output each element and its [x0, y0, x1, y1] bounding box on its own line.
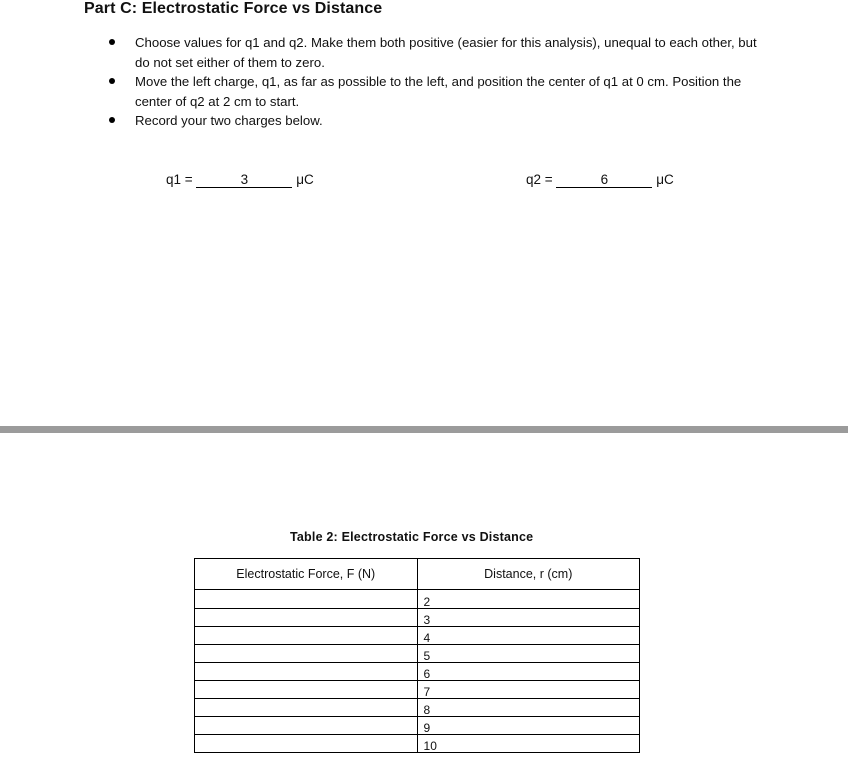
distance-cell: 4	[417, 627, 639, 645]
force-cell[interactable]	[195, 645, 418, 663]
force-column-header: Electrostatic Force, F (N)	[195, 559, 418, 590]
distance-column-header: Distance, r (cm)	[417, 559, 639, 590]
distance-cell: 7	[417, 681, 639, 699]
distance-cell: 9	[417, 717, 639, 735]
q1-entry	[166, 172, 314, 188]
page-heading: Part C: Electrostatic Force vs Distance	[84, 0, 383, 17]
instruction-item	[108, 33, 768, 72]
table-row	[195, 699, 640, 717]
instruction-item	[108, 111, 768, 131]
force-cell[interactable]	[195, 717, 418, 735]
force-cell[interactable]	[195, 681, 418, 699]
distance-cell: 6	[417, 663, 639, 681]
force-cell[interactable]	[195, 663, 418, 681]
distance-cell: 10	[417, 735, 639, 753]
page-divider	[0, 426, 848, 433]
instruction-text: Move the left charge, q1, as far as possible to the left, and position the center of q1 at 0 cm. Position the center of q2 at 2 cm to start.	[135, 74, 742, 109]
bullet-icon	[109, 78, 115, 84]
q1-value-field[interactable]: 3	[196, 173, 292, 188]
table-caption: Table 2: Electrostatic Force vs Distance	[290, 530, 534, 544]
force-cell[interactable]	[195, 590, 418, 609]
bullet-icon	[109, 117, 115, 123]
force-cell[interactable]	[195, 735, 418, 753]
distance-cell: 5	[417, 645, 639, 663]
bullet-icon	[109, 39, 115, 45]
q1-label: q1 =	[166, 172, 193, 187]
q1-unit: μC	[296, 172, 314, 187]
q2-unit: μC	[656, 172, 674, 187]
table-row	[195, 663, 640, 681]
distance-cell: 3	[417, 609, 639, 627]
instruction-text: Record your two charges below.	[135, 113, 323, 128]
table-row	[195, 645, 640, 663]
distance-cell: 8	[417, 699, 639, 717]
table-row	[195, 681, 640, 699]
force-cell[interactable]	[195, 609, 418, 627]
q2-label: q2 =	[526, 172, 553, 187]
table-row	[195, 627, 640, 645]
table-row	[195, 590, 640, 609]
table-header-row	[195, 559, 640, 590]
q2-entry	[526, 172, 674, 188]
instruction-text: Choose values for q1 and q2. Make them both positive (easier for this analysis), unequal to each other, but do not set either of them to zero.	[135, 35, 757, 70]
q2-value-field[interactable]: 6	[556, 173, 652, 188]
force-distance-table	[194, 558, 640, 753]
instruction-item	[108, 72, 768, 111]
table-row	[195, 609, 640, 627]
force-cell[interactable]	[195, 627, 418, 645]
distance-cell: 2	[417, 590, 639, 609]
table-row	[195, 717, 640, 735]
force-cell[interactable]	[195, 699, 418, 717]
table-row	[195, 735, 640, 753]
instructions-list	[108, 33, 768, 131]
